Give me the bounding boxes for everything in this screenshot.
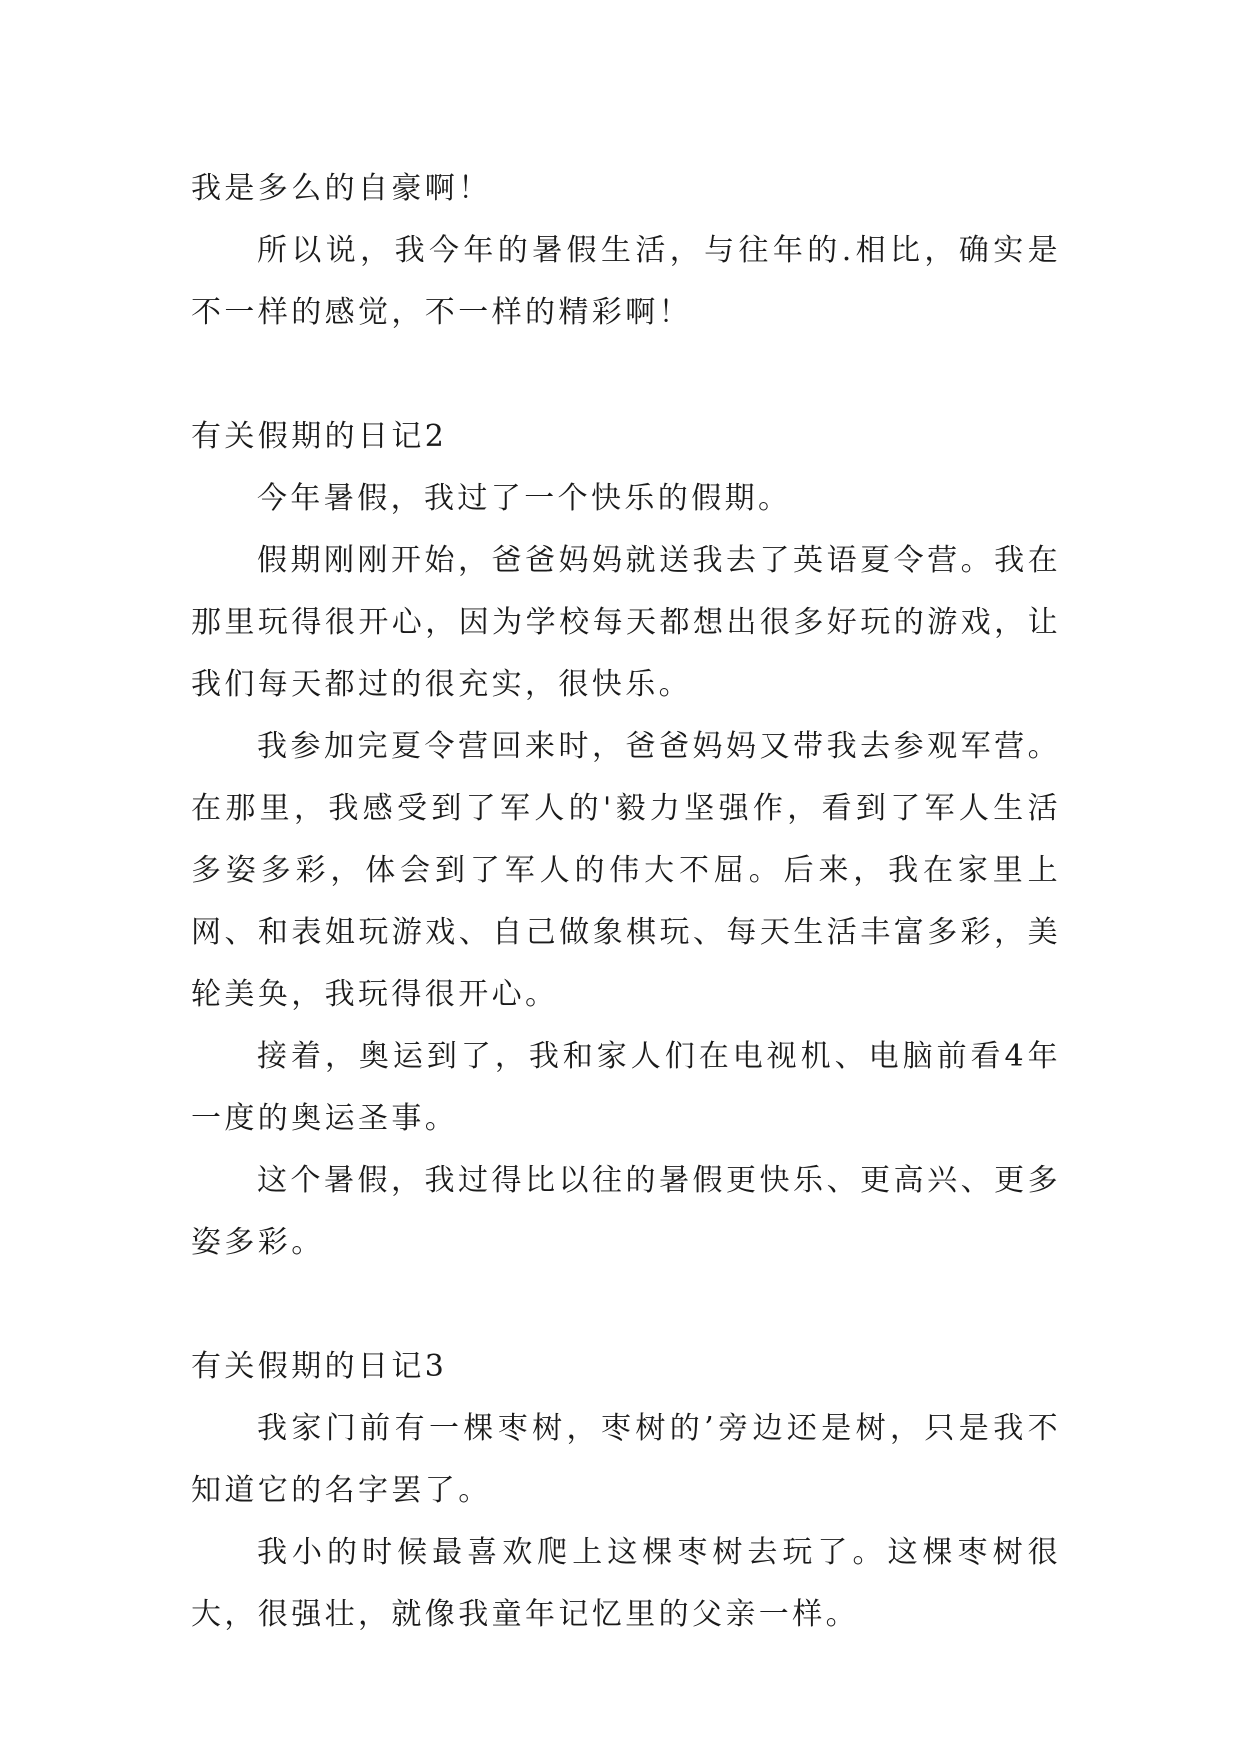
paragraph: 所以说，我今年的暑假生活，与往年的.相比，确实是不一样的感觉，不一样的精彩啊！ — [191, 233, 1061, 330]
paragraph: 我是多么的自豪啊！ — [191, 171, 492, 206]
section-title: 有关假期的日记2 — [191, 419, 448, 454]
section-title: 有关假期的日记3 — [191, 1349, 448, 1384]
paragraph: 我家门前有一棵枣树，枣树的’旁边还是树，只是我不知道它的名字罢了。 — [191, 1411, 1061, 1508]
paragraph: 今年暑假，我过了一个快乐的假期。 — [257, 481, 792, 516]
paragraph: 这个暑假，我过得比以往的暑假更快乐、更高兴、更多姿多彩。 — [191, 1163, 1061, 1260]
paragraph: 假期刚刚开始，爸爸妈妈就送我去了英语夏令营。我在那里玩得很开心，因为学校每天都想出很多好玩的游戏，让我们每天都过的很充实，很快乐。 — [191, 543, 1061, 702]
paragraph: 我小的时候最喜欢爬上这棵枣树去玩了。这棵枣树很大，很强壮，就像我童年记忆里的父亲一样。 — [191, 1535, 1061, 1632]
document-body — [191, 158, 1061, 1646]
paragraph: 我参加完夏令营回来时，爸爸妈妈又带我去参观军营。在那里，我感受到了军人的'毅力坚强作，看到了军人生活多姿多彩，体会到了军人的伟大不屈。后来，我在家里上网、和表姐玩游戏、自己做象棋玩、每天生活丰富多彩，美轮美奂，我玩得很开心。 — [191, 729, 1061, 1012]
paragraph: 接着，奥运到了，我和家人们在电视机、电脑前看4年一度的奥运圣事。 — [191, 1039, 1061, 1136]
